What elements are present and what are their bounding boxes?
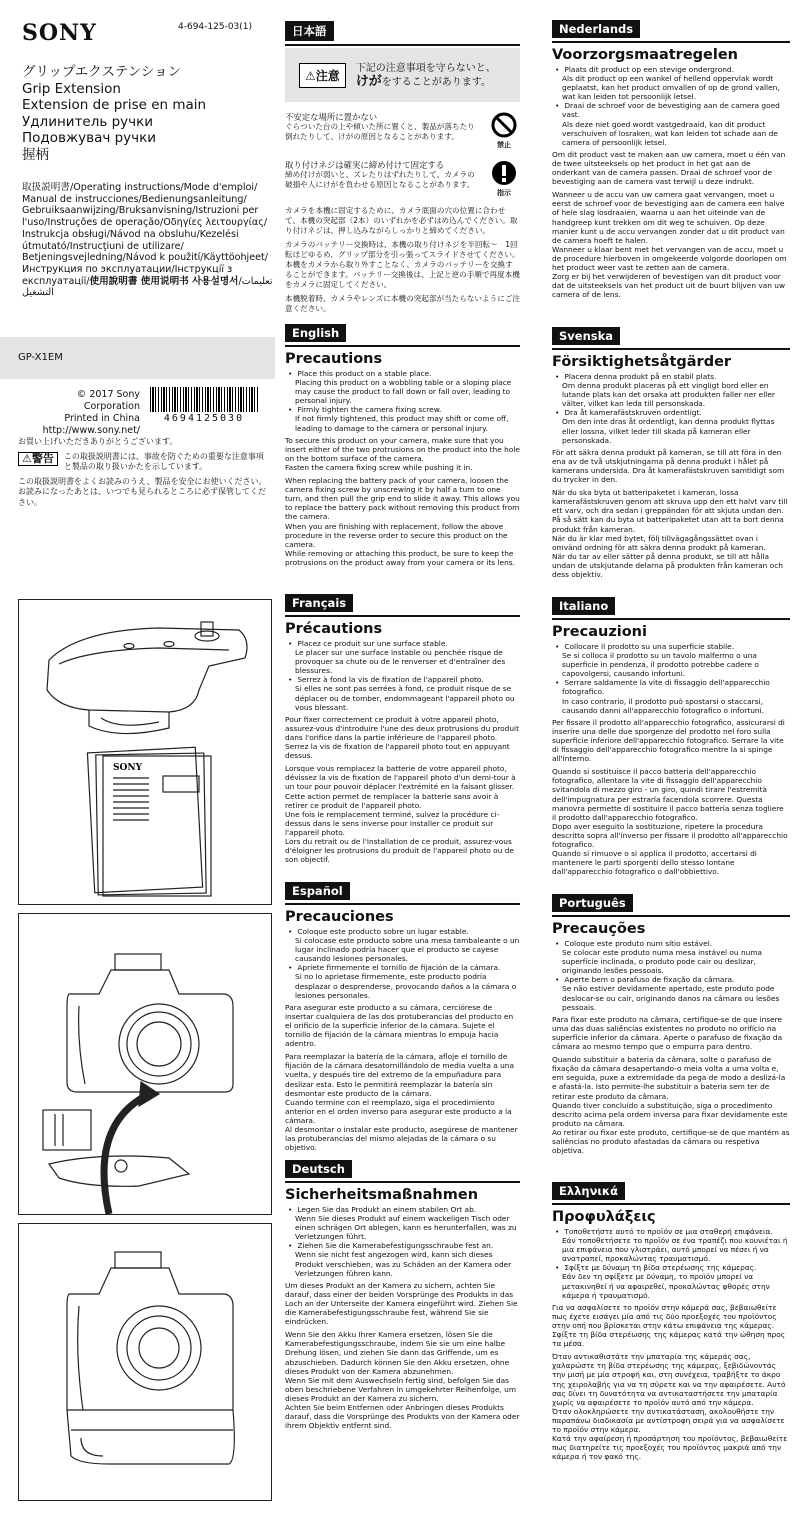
sv-body [552,372,790,579]
it-p2: Quando si sostituisce il pacco batteria dell'apparecchio fotografico, allentare la vite di fissaggio dell'apparecchio svitandola di mezzo giro - un giro, quindi tirare l'estremità dell'impugnatura per estrarla facendola scorrere. Questa manovra permette di sostituire il pacco batteria senza togliere il prodotto dall'apparecchio fotografico. Dopo aver eseguito la sostituzione, ripetere la procedura descritta sopra all'inverso per fissare il prodotto all'apparecchio fotografico. Quando si rimuove o si applica il prodotto, accertarsi di mantenere le parti sporgenti dello stesso lontane dall'apparecchio fotografico o dall'obbiettivo. [552,767,788,877]
japanese-intro [18,437,270,508]
sv-p1: För att säkra denna produkt på kameran, se till att föra in den ena av de två utskjutningarna på denna produkt i hålet på kamerans undersida. Dra åt kamerafästskruven samtidigt som du trycker in den. [552,447,785,485]
section-rule [285,903,520,905]
title-uk: Подовжувач ручки [22,130,157,146]
de-p2: Wenn Sie den Akku Ihrer Kamera ersetzen, lösen Sie die Kamerabefestigungsschraube, indem Sie sie um eine halbe Drehung lösen, und ziehen Sie dann das Griffende, um es abzuschieben. Dadurch können Sie den Akku ersetzen, ohne dieses Produkt von der Kamera abzunehmen. Wenn Sie mit dem Auswechseln fertig sind, befolgen Sie das oben beschriebene Verfahren in umgekehrter Reihenfolge, um dieses Produkt an der Kamera zu sichern. Achten Sie beim Entfernen oder Anbringen dieses Produkts darauf, dass die Vorsprünge des Produkts von der Kamera oder ihrem Objektiv entfernt sind. [285,1330,520,1431]
es-bullet-2: • Apriete firmemente el tornillo de fijación de la cámara. Si no lo aprietase firmemente, este producto podría desplazar o desprenderse, provocando daños a la cámara o lesiones personales. [285,963,520,999]
en-bullet-1: • Place this product on a stable place. Placing this product on a wobbling table or a sloping place may cause the product to fall down or fall over, leading to personal injury. [285,369,520,405]
section-rule [552,915,790,917]
ja-item2-text: 締め付けが弱いと、ズレたりはずれたりして、カメラの破損や人にけがを負わせる原因となることがあります。 [285,170,475,189]
copyright-block [22,389,140,437]
caution-box [285,48,520,102]
section-spanish [285,880,520,1156]
el-title: Προφυλάξεις [552,1209,656,1225]
warning-row [18,452,270,473]
ja-item-1 [285,112,520,150]
section-rule [552,41,790,43]
printed-in: Printed in China [64,413,140,424]
de-title: Sicherheitsmaßnahmen [285,1187,479,1203]
prohibit-icon [488,112,520,150]
fr-bullet-2: • Serrez à fond la vis de fixation de l'appareil photo. Si elles ne sont pas serrées à fond, ce produit risque de se déplacer ou de tomber, endommageant l'appareil photo ou vous blessant. [285,675,520,711]
lang-tag-sv: Svenska [552,327,620,345]
section-italian [552,595,790,880]
it-title: Precauzioni [552,624,647,640]
section-greek [552,1180,790,1465]
sv-bullet-2: • Dra åt kamerafästskruven ordentligt. Om den inte dras åt ordentligt, kan denna produkt flyttas eller lossna, vilket leder till skada på kameran eller personskada. [552,408,790,444]
manual-sony-text: SONY [113,763,142,773]
thanks-line: お買い上げいただきありがとうございます。 [18,437,178,446]
pt-p1: Para fixar este produto na câmara, certifique-se de que insere uma das duas saliências existentes no produto no orifício na superfície inferior da câmara. Aperte o parafuso de fixação da câmara ao mesmo tempo que o empurra para dentro. [552,1014,783,1052]
figure-package-contents [18,599,272,905]
barcode [150,387,258,412]
title-ja: グリップエクステンション [22,64,182,80]
en-p3: When replacing the battery pack of your camera, loosen the camera fixing screw by unscrewing it by half a turn to one turn, and then pull the grip end to slide it away. This allows you to replace the battery pack without removing this product from the camera. When you are finishing with replacement, follow the above procedure in the reverse order to secure this product on the camera. While removing or attaching this product, be sure to keep the protrusions on the product away from your camera or its lens. [285,476,520,567]
it-bullet-1: • Collocare il prodotto su una superficie stabile. Se si colloca il prodotto su un tavolo malfermo o una superficie in pendenza, il prodotto potrebbe cadere o capovolgersi, causando infortuni. [552,642,790,678]
de-bullet-1: • Legen Sie das Produkt an einem stabilen Ort ab. Wenn Sie dieses Produkt auf einem wackeligen Tisch oder einen schrägen Ort ablegen, kann es herunterfallen, was zu Verletzungen führt. [285,1205,520,1241]
section-swedish [552,325,790,583]
fr-bullet-1: • Placez ce produit sur une surface stable. Le placer sur une surface instable ou penchée risque de provoquer sa chute ou de le renverser et d'entraîner des blessures. [285,639,520,675]
en-title: Precautions [285,351,383,367]
nl-title: Voorzorgsmaatregelen [552,47,739,63]
copyright: © 2017 Sony Corporation [76,389,140,412]
lang-tag-pt: Português [552,894,633,912]
pt-body [552,939,790,1155]
warning-label: ⚠警告 [18,452,58,467]
es-p2: Para reemplazar la batería de la cámara, afloje el tornillo de fijación de la cámara desatornillándolo de media vuelta a una vuelta, y después tire del extremo de la empuñadura para deslizar esta. Esto le permitirá reemplazar la batería sin desmontar este producto de la cámara. Cuando termine con el reemplazo, siga el procedimiento anterior en el orden inverso para asegurar este producto a la cámara. Al desmontar o instalar este producto, asegúrese de mantener las protuberancias del mismo alejadas de la cámara o su objetivo. [285,1052,518,1153]
el-body [552,1227,790,1461]
el-bullet-2: • Σφίξτε με δύναμη τη βίδα στερέωσης της κάμερας. Εάν δεν τη σφίξετε με δύναμη, το προϊόν μπορεί να μετακινηθεί ή να αφαιρεθεί, προκαλώντας φθορές στην κάμερα ή τραυματισμό. [552,1263,790,1299]
model-number: GP-X1EM [18,352,63,363]
ja-p3: 本機脱着時、カメラやレンズに本機の突起部が当たらないようにご注意ください。 [285,294,520,313]
title-zh: 握柄 [22,146,49,163]
warning-text: この取扱説明書には、事故を防ぐための重要な注意事項と製品の取り扱いかたを示しています。 [63,451,264,471]
title-ru: Удлинитель ручки [22,113,154,130]
section-japanese [285,20,520,318]
sony-logo: SONY [22,20,97,46]
de-p1: Um dieses Produkt an der Kamera zu sichern, achten Sie darauf, dass einer der beiden Vorsprünge des Produkts in das Loch an der Unterseite der Kamera eingeführt wird. Ziehen Sie die Kamerabefestigungsschraube fest, während Sie sie eindrücken. [285,1280,518,1327]
nl-p2: Wanneer u de accu van uw camera gaat vervangen, moet u eerst de schroef voor de bevestiging aan de camera een halve of hele slag losdraaien, waarna u aan het uiteinde van de handgreep kunt trekken om dit weg te schuiven. Op deze manier kunt u de accu vervangen zonder dat u dit product van de camera hoeft te halen. Wanneer u klaar bent met het vervangen van de accu, moet u de procedure hierboven in omgekeerde volgorde doorlopen om het product weer vast te zetten aan de camera. Zorg er bij het verwijderen of bevestigen van dit product voor dat de uitsteeksels van het product uit de buurt blijven van uw camera of de lens. [552,190,787,300]
section-rule [285,345,520,347]
sv-title: Försiktighetsåtgärder [552,354,732,370]
en-body [285,369,520,567]
prohibit-label: 禁止 [497,141,511,149]
pt-bullet-1: • Coloque este produto num sítio estável. Se colocar este produto numa mesa instável ou numa superfície inclinada, o produto pode cair ou deslizar, originando lesões pessoais. [552,939,790,975]
nl-bullet-1: • Plaats dit product op een stevige ondergrond. Als dit product op een wankel of hellend oppervlak wordt geplaatst, kan het product omvallen of op de grond vallen, wat kan leiden tot persoonlijk letsel. [552,65,790,101]
instruction-icon [488,160,520,198]
barcode-number: 4694125030 [163,413,245,424]
section-english [285,322,520,571]
el-p1: Για να ασφαλίσετε το προϊόν στην κάμερά σας, βεβαιωθείτε πως έχετε εισάγει μία από τις δύο προεξοχές του προϊόντος στην οπή που βρίσκεται στην κάτω επιφάνεια της κάμερας. Σφίξτε τη βίδα στερέωσης της κάμερας κατά την ώθηση προς τα μέσα. [552,1302,786,1349]
el-p2: Όταν αντικαθιστάτε την μπαταρία της κάμεράς σας, χαλαρώστε τη βίδα στερέωσης της κάμερας, ξεβιδώνοντάς την μισή με μία στροφή και, στη συνέχεια, τραβήξτε το άκρο της χειρολαβής για να τη σύρετε και να την αφαιρέσετε. Αυτό σας δίνει τη δυνατότητα να αντικαταστήσετε την μπαταρία χωρίς να αφαιρέσετε το προϊόν αυτό από την κάμερα. Όταν ολοκληρώσετε την αντικατάσταση, ακολουθήστε την παραπάνω διαδικασία με αντίστροφη σειρά για να ασφαλίσετε το προϊόν στην κάμερα. Κατά την αφαίρεση ή προσάρτηση του προϊόντος, βεβαιωθείτε πως διατηρείτε τις προεξοχές του προϊόντος μακριά από την κάμερα ή τον φακό της. [552,1352,788,1462]
camera-attach-illustration [19,914,271,1214]
figure-attach-camera [18,913,272,1215]
fr-title: Précautions [285,621,383,637]
sony-url: http://www.sony.net/ [42,425,140,436]
en-p1: To secure this product on your camera, make sure that you insert either of the two protrusions on the product into the hole on the bottom surface of the camera. Fasten the camera fixing screw while pushing it in. [285,435,520,472]
manual-languages-arabic: /تعليمات التشغيل [22,275,273,299]
ja-p2: カメラのバッテリー交換時は、本機の取り付けネジを半回転〜 1回転ほどゆるめ、グリップ部分を引っ張ってスライドさせてください。本機をカメラから取り外すことなく、カメラのバッテリーを交換することができます。バッテリー交換後は、上記と逆の手順で再度本機をカメラに固定してください。 [285,240,520,289]
section-french [285,592,520,868]
lang-tag-de: Deutsch [285,1160,352,1178]
pt-bullet-2: • Aperte bem o parafuso de fixação da câmara. Se não estiver devidamente apertado, este produto pode deslocar-se ou cair, originando danos na câmara ou lesões pessoais. [552,975,790,1011]
section-german [285,1158,520,1434]
it-p1: Per fissare il prodotto all'apparecchio fotografico, assicurarsi di inserire una delle due sporgenze del prodotto nel foro sulla superficie inferiore dell'apparecchio fotografico. Serrare la vite di fissaggio dell'apparecchio fotografico mentre la si spinge all'interno. [552,717,785,764]
nl-p1: Om dit product vast te maken aan uw camera, moet u één van de twee uitsteeksels op het product in het gat aan de onderkant van de camera passen. Draai de schroef voor de bevestiging aan de camera vast terwijl u deze indrukt. [552,149,786,187]
ja-item-2 [285,160,520,198]
part-number: 4-694-125-03(1) [178,22,253,32]
es-bullet-1: • Coloque este producto sobre un lugar estable. Si colocase este producto sobre una mesa tambaleante o un lugar inclinado podría hacer que el producto se cayese causando lesiones personales. [285,927,520,963]
nl-body [552,65,790,299]
ja-item2-title: 取り付けネジは確実に締め付けて固定する [285,160,445,170]
lang-tag-fr: Français [285,594,353,612]
section-rule [552,618,790,620]
section-portuguese [552,892,790,1159]
caution-label: ⚠注意 [299,63,346,88]
product-titles [22,64,206,163]
de-body [285,1205,520,1430]
es-title: Precauciones [285,909,394,925]
section-rule [552,1203,790,1205]
sv-p2: När du ska byta ut batteripaketet i kameran, lossa kamerafästskruven genom att skruva upp den ett halvt varv till ett varv, och dra sedan i greppändan för att skjuta undan den. På så sätt kan du byta ut batteripaketet utan att ta bort denna produkt från kameran. När du är klar med bytet, följ tillvägagångssättet ovan i omvänd ordning för att säkra denna produkt på kameran. När du tar av eller sätter på denna produkt, se till att hålla undan de utskjutande delarna på produkten från kameran och dess objektiv. [552,488,788,579]
fr-p1: Pour fixer correctement ce produit à votre appareil photo, assurez-vous d'introduire l'une des deux protrusions du produit dans l'orifice dans la partie inférieure de l'appareil photo. Serrez la vis de fixation de l'appareil photo tout en appuyant dessus. [285,714,520,761]
lang-tag-el: Ελληνικά [552,1182,625,1200]
section-dutch [552,18,790,303]
manual-languages-text: 取扱説明書/Operating instructions/Mode d'emploi/ Manual de instrucciones/Bedienungsanleitung/ Gebruiksaanwijzing/Bruksanvisning/Istruzioni per l'uso/Instruções de operação/Οδηγίες λειτουργίας/ Instrukcja obsługi/Návod na obsluhu/Kezelési útmutató/Instrucţiuni de utilizare/ Betjeningsvejledning/Návod k použití/Käyttöohjeet/ Инструкция по эксплуатации/Інструкції з експлуатації/ [22,182,269,287]
caution-text: 下記の注意事項を守らないと、 けがをすることがあります。 [355,62,496,89]
ja-p1: カメラを本機に固定するために、カメラ底面の穴の位置に合わせて、本機の突起部（2本）のいずれかを必ずはめ込んでください。取り付けネジは、押し込みながらしっかりと締めてください。 [285,206,518,235]
es-p1: Para asegurar este producto a su cámara, cerciórese de insertar cualquiera de las dos protuberancias del producto en el orificio de la superficie inferior de la cámara. Sujete el tornillo de fijación de la cámara mientras lo empuja hacia adentro. [285,1002,514,1049]
title-fr: Extension de prise en main [22,97,207,113]
el-bullet-1: • Τοποθετήστε αυτό το προϊόν σε μια σταθερή επιφάνεια. Εάν τοποθετήσετε το προϊόν σε ένα τραπέζι που κουνιέται ή μια επιφάνεια που γλιστράει, αυτό μπορεί να πέσει ή να ανατραπεί, προκαλώντας τραυματισμό. [552,1227,790,1263]
it-body [552,642,790,876]
lang-tag-it: Italiano [552,597,615,615]
manual-languages [22,182,274,299]
camera-with-grip-illustration [19,1224,271,1500]
manual-languages-bold: 使用說明書 使用说明书 사용설명서 [89,275,239,287]
section-rule [285,615,520,617]
de-bullet-2: • Ziehen Sie die Kamerabefestigungsschraube fest an. Wenn sie nicht fest angezogen wird, kann sich dieses Produkt verschieben, was zu Schäden an der Kamera oder Verletzungen führen kann. [285,1241,520,1277]
title-en: Grip Extension [22,80,121,97]
figure-attached-result [18,1223,272,1501]
lang-tag-nl: Nederlands [552,20,640,38]
section-rule [285,1181,520,1183]
section-rule [552,348,790,350]
en-bullet-2: • Firmly tighten the camera fixing screw. If not firmly tightened, this product may shift or come off, leading to damage to the camera or personal injury. [285,405,520,432]
ja-item1-title: 不安定な場所に置かない [285,112,378,122]
grip-and-manual-illustration [19,600,271,904]
pt-title: Precauções [552,921,646,937]
instruction-label: 指示 [497,189,511,197]
ja-item1-text: ぐらついた台の上や傾いた所に置くと、製品が落ちたり倒れたりして、けがの原因となることがあります。 [285,122,475,141]
fr-p2: Lorsque vous remplacez la batterie de votre appareil photo, dévissez la vis de fixation de l'appareil photo d'un demi-tour à un tour pour pouvoir déplacer l'extrémité en la faisant glisser. Cette action permet de remplacer la batterie sans avoir à retirer ce produit de l'appareil photo. Une fois le remplacement terminé, suivez la procédure ci-dessus dans le sens inverse pour installer ce produit sur l'appareil photo. Lors du retrait ou de l'installation de ce produit, assurez-vous d'éloigner les protrusions du produit de l'appareil photo ou de son objectif. [285,764,516,865]
it-bullet-2: • Serrare saldamente la vite di fissaggio dell'apparecchio fotografico. In caso contrario, il prodotto può spostarsi o staccarsi, causando danni all'apparecchio fotografico o infortuni. [552,678,790,714]
pt-p2: Quando substituir a bateria da câmara, solte o parafuso de fixação da câmara desapertando-o meia volta a uma volta e, em seguida, puxe a extremidade da pega de modo a deslizá-la e afastá-la. Isto permite-lhe substituir a bateria sem ter de retirar este produto da câmara. Quando tiver concluído a substituição, siga o procedimento descrito acima pela ordem inversa para fixar devidamente este produto na câmara. Ao retirar ou fixar este produto, certifique-se de que mantém as saliências no produto afastadas da câmara ou respetiva objetiva. [552,1055,790,1156]
lang-tag-en: English [285,324,346,342]
sv-bullet-1: • Placera denna produkt på en stabil plats. Om denna produkt placeras på ett vingligt bord eller en lutande plats kan det orsaka att produkten faller ner eller välter, vilket kan leda till personskada. [552,372,790,408]
ja-body [285,206,520,314]
lang-tag-ja: 日本語 [285,21,334,41]
nl-bullet-2: • Draai de schroef voor de bevestiging aan de camera goed vast. Als deze niet goed wordt vastgedraaid, kan dit product verschuiven of losraken, wat kan leiden tot schade aan de camera of persoonlijk letsel. [552,101,790,146]
keep-manual-line: この取扱説明書をよくお読みのうえ、製品を安全にお使いください。お読みになったあとは、いつでも見られるところに必ず保管してください。 [18,476,267,507]
lang-tag-es: Español [285,882,350,900]
fr-body [285,639,520,864]
es-body [285,927,520,1152]
section-rule [285,44,520,46]
